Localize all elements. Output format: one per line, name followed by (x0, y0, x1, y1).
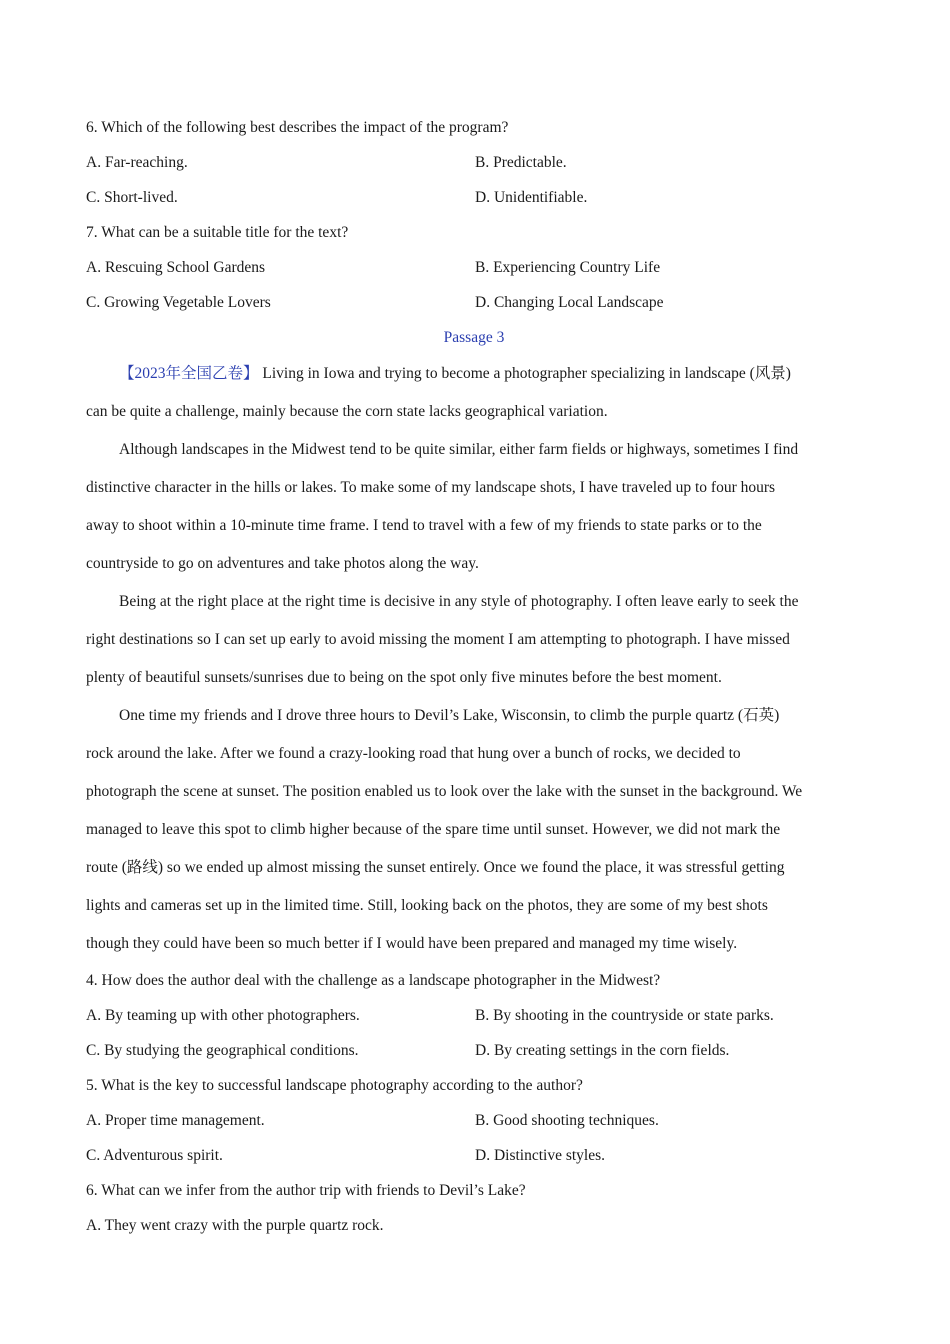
option-a: A. They went crazy with the purple quartz rock. (86, 1217, 384, 1234)
paragraph-line: Although landscapes in the Midwest tend to be quite similar, either farm fields or highways, sometimes I find (119, 441, 799, 458)
option-d: D. By creating settings in the corn fields. (475, 1042, 730, 1059)
option-b: B. Good shooting techniques. (475, 1112, 659, 1129)
option-c: C. Adventurous spirit. (86, 1147, 223, 1164)
paragraph-line: 【2023年全国乙卷】 Living in Iowa and trying to become a photographer specializing in landscape (风景) (119, 365, 791, 382)
document-page (86, 110, 862, 1243)
question-5: 5. What is the key to successful landscape photography according to the author? (86, 1077, 583, 1094)
paragraph-line: managed to leave this spot to climb higher because of the spare time until sunset. However, we did not mark the (86, 821, 781, 838)
paragraph-line: away to shoot within a 10-minute time frame. I tend to travel with a few of my friends to state parks or to the (86, 517, 762, 534)
question-7-prev: 7. What can be a suitable title for the text? (86, 224, 349, 241)
option-c: C. Growing Vegetable Lovers (86, 294, 271, 311)
options-row (86, 250, 862, 285)
paragraph-line: right destinations so I can set up early to avoid missing the moment I am attempting to photograph. I have missed (86, 631, 790, 648)
option-a: A. Rescuing School Gardens (86, 259, 266, 276)
paragraph-line: can be quite a challenge, mainly because the corn state lacks geographical variation. (86, 403, 608, 420)
option-d: D. Unidentifiable. (475, 189, 588, 206)
options-row (86, 285, 862, 320)
paragraph-line: Being at the right place at the right time is decisive in any style of photography. I often leave early to seek the (119, 593, 799, 610)
options-row (86, 998, 862, 1033)
question-6: 6. What can we infer from the author trip with friends to Devil’s Lake? (86, 1182, 526, 1199)
option-c: C. Short-lived. (86, 189, 178, 206)
question-4: 4. How does the author deal with the challenge as a landscape photographer in the Midwest? (86, 972, 661, 989)
paragraph-3 (86, 583, 862, 697)
option-a: A. Far-reaching. (86, 154, 188, 171)
option-b: B. Experiencing Country Life (475, 259, 661, 276)
paragraph-line: rock around the lake. After we found a crazy-looking road that hung over a bunch of rocks, we decided to (86, 745, 741, 762)
paragraph-line: lights and cameras set up in the limited time. Still, looking back on the photos, they are some of my best shots (86, 897, 768, 914)
question-6-prev: 6. Which of the following best describes the impact of the program? (86, 119, 509, 136)
paragraph-line: One time my friends and I drove three hours to Devil’s Lake, Wisconsin, to climb the purple quartz (石英) (119, 707, 780, 724)
paragraph-line: distinctive character in the hills or lakes. To make some of my landscape shots, I have traveled up to four hours (86, 479, 776, 496)
paragraph-line: photograph the scene at sunset. The position enabled us to look over the lake with the sunset in the background. We (86, 783, 803, 800)
options-row (86, 145, 862, 180)
option-a: A. Proper time management. (86, 1112, 265, 1129)
options-row (86, 180, 862, 215)
options-row (86, 1138, 862, 1173)
option-c: C. By studying the geographical conditions. (86, 1042, 359, 1059)
option-b: B. Predictable. (475, 154, 567, 171)
option-d: D. Distinctive styles. (475, 1147, 606, 1164)
options-row (86, 1103, 862, 1138)
paragraph-4 (86, 697, 862, 963)
paragraph-1 (86, 355, 862, 431)
option-b: B. By shooting in the countryside or state parks. (475, 1007, 774, 1024)
passage-title: Passage 3 (443, 329, 505, 346)
paragraph-2 (86, 431, 862, 583)
paragraph-line: plenty of beautiful sunsets/sunrises due to being on the spot only five minutes before the best moment. (86, 669, 722, 686)
option-a: A. By teaming up with other photographers. (86, 1007, 360, 1024)
paragraph-line: route (路线) so we ended up almost missing the sunset entirely. Once we found the place, it was stressful getting (86, 859, 785, 876)
paragraph-line: though they could have been so much better if I would have been prepared and managed my time wisely. (86, 935, 738, 952)
paragraph-line: countryside to go on adventures and take photos along the way. (86, 555, 479, 572)
option-d: D. Changing Local Landscape (475, 294, 664, 311)
options-row (86, 1033, 862, 1068)
source-tag: 【2023年全国乙卷】 (119, 365, 259, 382)
